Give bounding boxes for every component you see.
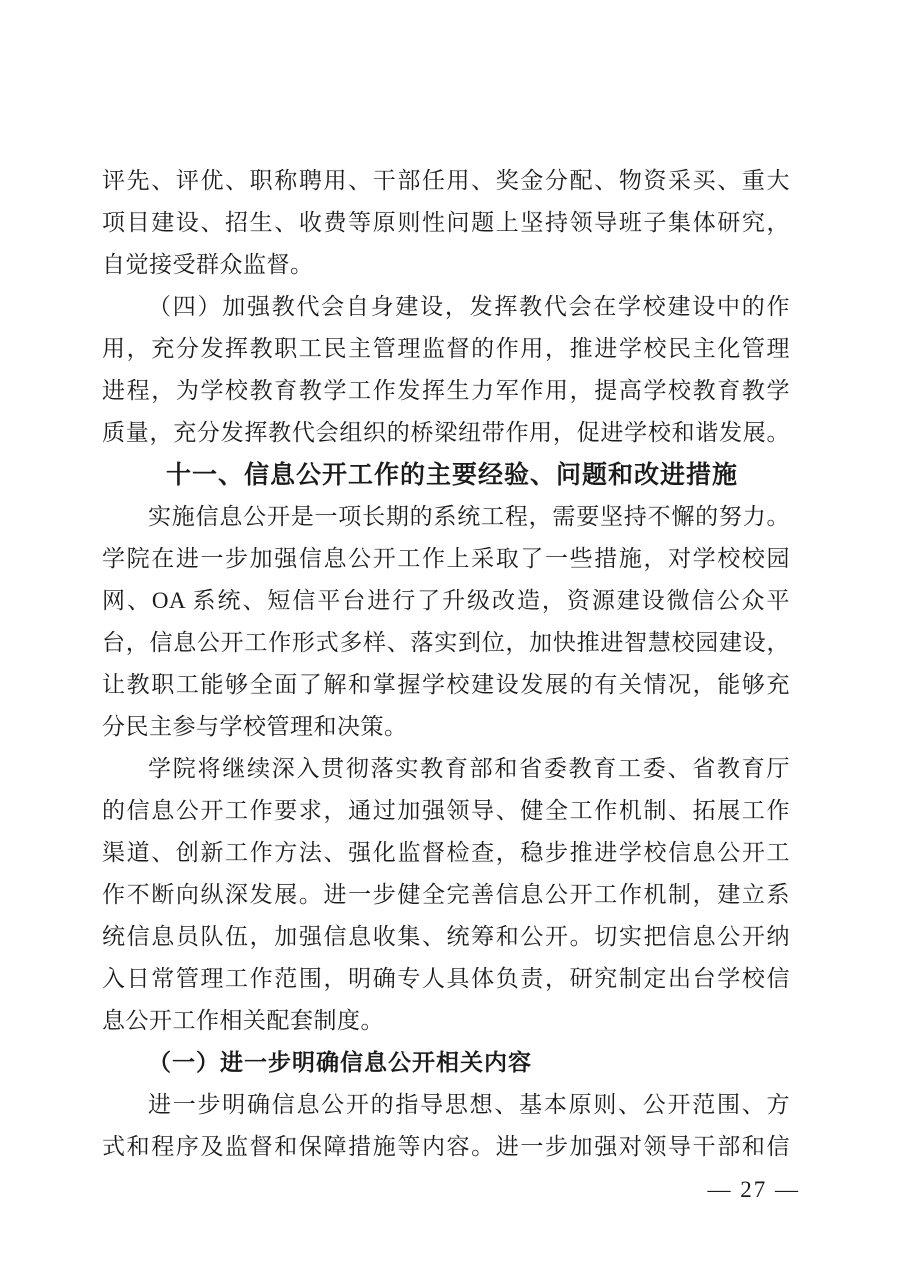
text-line: （四）加强教代会自身建设，发挥教代会在学校建设中的作 (148, 294, 790, 319)
text-line: 分民主参与学校管理和决策。 (102, 714, 408, 739)
text-line: 的信息公开工作要求，通过加强领导、健全工作机制、拓展工作 (102, 798, 790, 823)
text-line: 评先、评优、职称聘用、干部任用、奖金分配、物资采买、重大 (102, 168, 790, 193)
text-line: 学院将继续深入贯彻落实教育部和省委教育工委、省教育厅 (148, 756, 790, 781)
text-line: 台，信息公开工作形式多样、落实到位，加快推进智慧校园建设， (102, 630, 790, 655)
text-line: 学院在进一步加强信息公开工作上采取了一些措施，对学校校园 (102, 546, 790, 571)
text-line: 渠道、创新工作方法、强化监督检查，稳步推进学校信息公开工 (102, 840, 790, 865)
text-line: 统信息员队伍，加强信息收集、统筹和公开。切实把信息公开纳 (102, 924, 790, 949)
section-heading (102, 454, 790, 496)
text-line: 实施信息公开是一项长期的系统工程，需要坚持不懈的努力。 (148, 504, 790, 529)
text-line: 用，充分发挥教职工民主管理监督的作用，推进学校民主化管理 (102, 336, 790, 361)
text-line: 自觉接受群众监督。 (102, 252, 314, 277)
page-number: — 27 — (707, 1177, 800, 1202)
text-line: 式和程序及监督和保障措施等内容。进一步加强对领导干部和信 (102, 1134, 790, 1159)
text-line: 进一步明确信息公开的指导思想、基本原则、公开范围、方 (148, 1092, 790, 1117)
document-body (102, 160, 790, 1168)
paragraph (102, 286, 790, 454)
sub-heading (102, 1042, 790, 1084)
text-line: 进程，为学校教育教学工作发挥生力军作用，提高学校教育教学 (102, 378, 790, 403)
paragraph (102, 496, 790, 748)
paragraph (102, 1084, 790, 1168)
text-line: 作不断向纵深发展。进一步健全完善信息公开工作机制，建立系 (102, 882, 790, 907)
text-line: 质量，充分发挥教代会组织的桥梁纽带作用，促进学校和谐发展。 (102, 420, 790, 445)
paragraph (102, 160, 790, 286)
text-line: 网、OA 系统、短信平台进行了升级改造，资源建设微信公众平 (102, 588, 790, 613)
text-line: 让教职工能够全面了解和掌握学校建设发展的有关情况，能够充 (102, 672, 790, 697)
text-line: 十一、信息公开工作的主要经验、问题和改进措施 (166, 461, 739, 489)
paragraph (102, 748, 790, 1042)
text-line: 入日常管理工作范围，明确专人具体负责，研究制定出台学校信 (102, 966, 790, 991)
text-line: （一）进一步明确信息公开相关内容 (148, 1050, 532, 1075)
text-line: 项目建设、招生、收费等原则性问题上坚持领导班子集体研究， (102, 210, 790, 235)
text-line: 息公开工作相关配套制度。 (102, 1008, 384, 1033)
